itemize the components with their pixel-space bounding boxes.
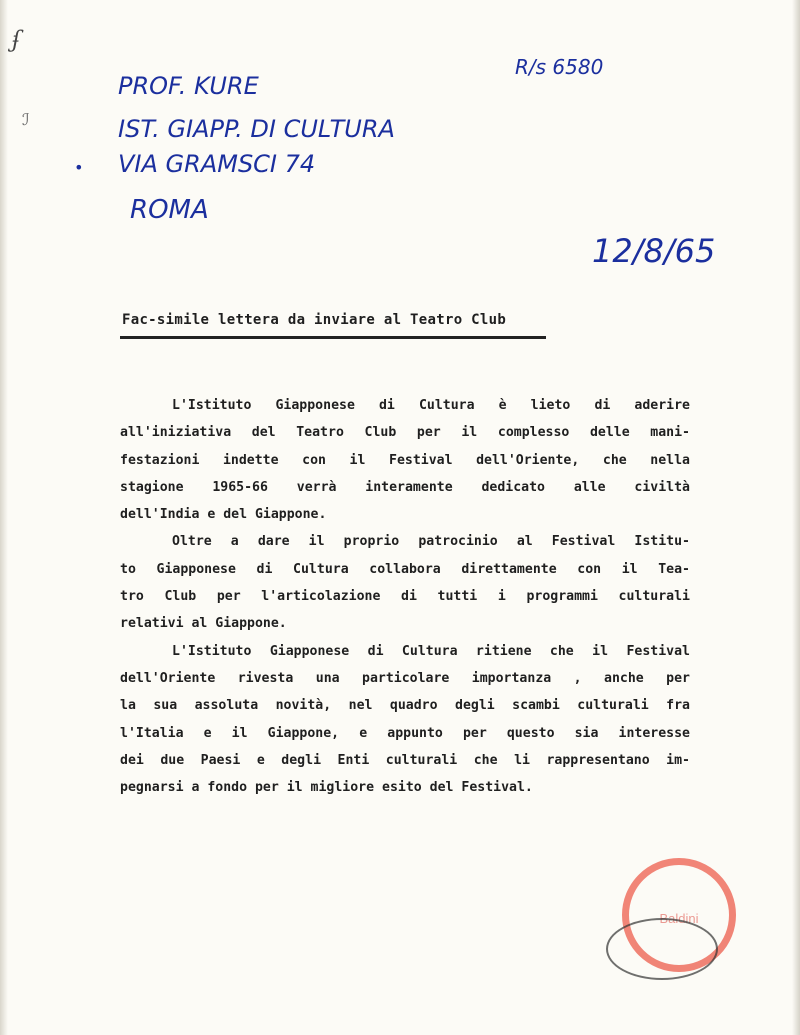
corner-pen-mark: ʄ xyxy=(12,28,21,53)
addressee-city: ROMA xyxy=(130,195,209,225)
margin-pen-mark: ℐ xyxy=(22,110,30,129)
letter-line: stagione 1965-66 verrà interamente dedicato alle civiltà xyxy=(120,479,690,495)
page-edge-right xyxy=(792,0,800,1035)
addressee-name: PROF. KURE xyxy=(118,72,259,100)
stamp-label: Baldini xyxy=(659,911,699,926)
heading-underline xyxy=(120,336,546,339)
letter-line: la sua assoluta novità, nel quadro degli scambi culturali fra xyxy=(120,698,690,714)
page-edge-left xyxy=(0,0,8,1035)
handwritten-date: 12/8/65 xyxy=(592,232,716,270)
letter-line: L'Istituto Giapponese di Cultura ritiene che il Festival xyxy=(172,643,690,659)
letter-line: l'Italia e il Giappone, e appunto per questo sia interesse xyxy=(120,725,690,741)
letter-line: festazioni indette con il Festival dell'Oriente, che nella xyxy=(120,452,690,468)
letter-line: dei due Paesi e degli Enti culturali che li rappresentano im- xyxy=(120,752,690,768)
letter-line: tro Club per l'articolazione di tutti i programmi culturali xyxy=(120,589,690,605)
letter-body xyxy=(120,392,690,801)
letter-line: all'iniziativa del Teatro Club per il complesso delle mani- xyxy=(120,425,690,441)
addressee-institute: IST. GIAPP. DI CULTURA xyxy=(118,115,395,143)
bullet-mark: • xyxy=(74,158,84,177)
addressee-street: VIA GRAMSCI 74 xyxy=(118,150,316,178)
letter-line: pegnarsi a fondo per il migliore esito del Festival. xyxy=(120,780,533,796)
letter-line: dell'Oriente rivesta una particolare importanza , anche per xyxy=(120,670,690,686)
reference-number: R/s 6580 xyxy=(515,55,604,79)
archive-oval-stamp xyxy=(606,918,718,980)
letter-line: relativi al Giappone. xyxy=(120,616,287,632)
letter-line: Oltre a dare il proprio patrocinio al Festival Istitu- xyxy=(172,534,690,550)
document-heading: Fac-simile lettera da inviare al Teatro Club xyxy=(122,312,507,328)
letter-line: to Giapponese di Cultura collabora direttamente con il Tea- xyxy=(120,561,690,577)
letter-line: dell'India e del Giappone. xyxy=(120,507,327,523)
letter-line: L'Istituto Giapponese di Cultura è lieto di aderire xyxy=(172,398,690,413)
